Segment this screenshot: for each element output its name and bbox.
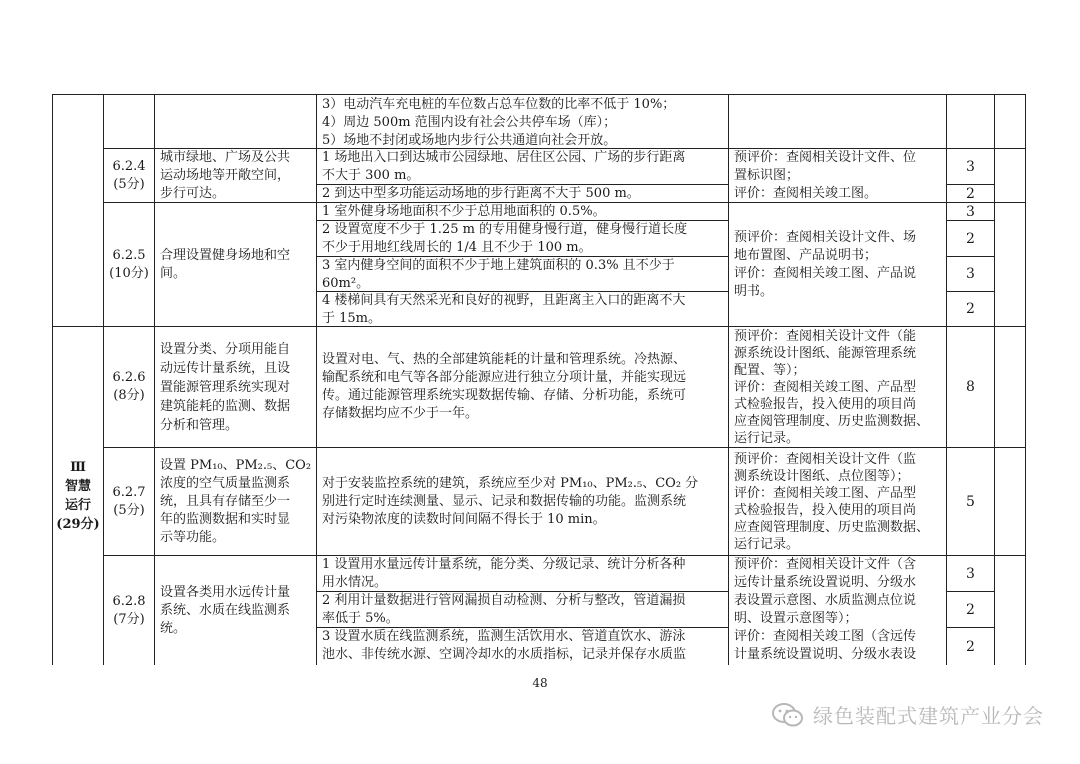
table-border-top bbox=[52, 94, 1026, 95]
item-code: 6.2.7 (5分) bbox=[112, 484, 146, 518]
score: 3 bbox=[966, 203, 975, 220]
criteria-text: 2 到达中型多功能运动场地的步行距离不大于 500 m。 bbox=[322, 186, 640, 201]
item-title: 设置 PM₁₀、PM₂.₅、CO₂ 浓度的空气质量监测系 统，且具有存储至少一 年的监测数据和实时显 示等功能。 bbox=[160, 457, 312, 545]
item-code: 6.2.8 (7分) bbox=[112, 593, 146, 627]
score: 2 bbox=[966, 301, 975, 317]
score: 2 bbox=[966, 230, 975, 247]
criteria-text: 2 利用计量数据进行管网漏损自动检测、分析与整改，管道漏损 率低于 5%。 bbox=[322, 593, 686, 626]
criteria-text: 1 场地出入口到达城市公园绿地、居住区公园、广场的步行距离 不大于 300 m。 bbox=[322, 150, 686, 183]
evaluation-method: 预评价：查阅相关设计文件（含 远传计量系统设置说明、分级水 表设置示意图、水质监测点位说 明、设置示意图等）； 评价：查阅相关竣工图（含远传 计量系统设置说明、分级水表设 bbox=[734, 557, 917, 662]
col-line bbox=[154, 94, 155, 665]
score: 3 bbox=[966, 158, 975, 175]
criteria-text: 4 楼梯间具有天然采光和良好的视野，且距离主入口的距离不大 于 15m。 bbox=[322, 293, 686, 326]
item-title: 设置分类、分项用能自 动远传计量系统，且设 置能源管理系统实现对 建筑能耗的监测、数据 分析和管理。 bbox=[160, 341, 291, 433]
evaluation-method: 预评价：查阅相关设计文件、位 置标识图； 评价：查阅相关竣工图。 bbox=[734, 149, 917, 201]
score: 2 bbox=[966, 185, 975, 202]
criteria-text: 3）电动汽车充电桩的车位数占总车位数的比率不低于 10%； 4）周边 500m 范围内设有社会公共停车场（库）； 5）场地不封闭或场地内步行公共通道向社会开放。 bbox=[322, 97, 676, 148]
score: 2 bbox=[966, 601, 975, 618]
item-title: 合理设置健身场地和空 间。 bbox=[160, 247, 291, 281]
item-code: 6.2.5 (10分) bbox=[109, 247, 149, 281]
watermark-text: 绿色装配式建筑产业分会 bbox=[813, 704, 1044, 728]
item-code: 6.2.4 (5分) bbox=[112, 158, 146, 192]
criteria-text: 1 设置用水量远传计量系统，能分类、分级记录、统计分析各种 用水情况。 bbox=[322, 557, 686, 590]
table-border-right bbox=[1025, 94, 1026, 665]
criteria-text: 1 室外健身场地面积不少于总用地面积的 0.5%。 bbox=[322, 204, 606, 219]
watermark bbox=[771, 700, 1044, 729]
item-code: 6.2.6 (8分) bbox=[112, 370, 146, 403]
score: 8 bbox=[966, 379, 975, 395]
wechat-icon bbox=[771, 702, 805, 728]
evaluation-method: 预评价：查阅相关设计文件（能 源系统设计图纸、能源管理系统 配置、等）； 评价：查阅相关竣工图、产品型 式检验报告，投入使用的项目尚 应查阅管理制度、历史监测数据、 运行记录。 bbox=[734, 328, 930, 446]
item-title: 城市绿地、广场及公共 运动场地等开敞空间， 步行可达。 bbox=[160, 149, 291, 201]
evaluation-method: 预评价：查阅相关设计文件（监 测系统设计图纸、点位图等）； 评价：查阅相关竣工图、产品型 式检验报告，投入使用的项目尚 应查阅管理制度、历史监测数据、 运行记录。 bbox=[734, 451, 930, 552]
score: 3 bbox=[966, 266, 975, 282]
criteria-text: 对于安装监控系统的建筑，系统应至少对 PM₁₀、PM₂.₅、CO₂ 分 别进行定时连续测量、显示、记录和数据传输的功能。监测系统 对污染物浓度的读数时间间隔不得长于 10 min。 bbox=[322, 475, 699, 527]
criteria-text: 3 设置水质在线监测系统，监测生活饮用水、管道直饮水、游泳 池水、非传统水源、空调冷却水的水质指标，记录并保存水质监 bbox=[322, 629, 687, 662]
page-number: 48 bbox=[532, 676, 548, 690]
evaluation-method: 预评价：查阅相关设计文件、场 地布置图、产品说明书； 评价：查阅相关竣工图、产品说 明书。 bbox=[734, 229, 917, 299]
col-line bbox=[728, 94, 729, 665]
score: 5 bbox=[966, 493, 975, 510]
criteria-text: 设置对电、气、热的全部建筑能耗的计量和管理系统。冷热源、 输配系统和电气等各部分能源应进行独立分项计量，并能实现远 传。通过能源管理系统实现数据传输、存储、分析功能，系统可 存储数据均应不少于一年。 bbox=[322, 352, 687, 421]
item-title: 设置各类用水远传计量 系统、水质在线监测系 统。 bbox=[160, 584, 291, 636]
criteria-text: 2 设置宽度不少于 1.25 m 的专用健身慢行道，健身慢行道长度 不少于用地红线周长的 1/4 且不少于 100 m。 bbox=[322, 222, 688, 255]
score: 2 bbox=[966, 638, 975, 655]
category-label: Ⅲ 智慧 运行 (29分) bbox=[56, 460, 100, 532]
col-line bbox=[994, 94, 995, 665]
evaluation-table bbox=[52, 94, 1026, 665]
col-line bbox=[316, 94, 317, 665]
score: 3 bbox=[966, 565, 975, 582]
criteria-text: 3 室内健身空间的面积不少于地上建筑面积的 0.3% 且不少于 60m²。 bbox=[322, 258, 675, 291]
